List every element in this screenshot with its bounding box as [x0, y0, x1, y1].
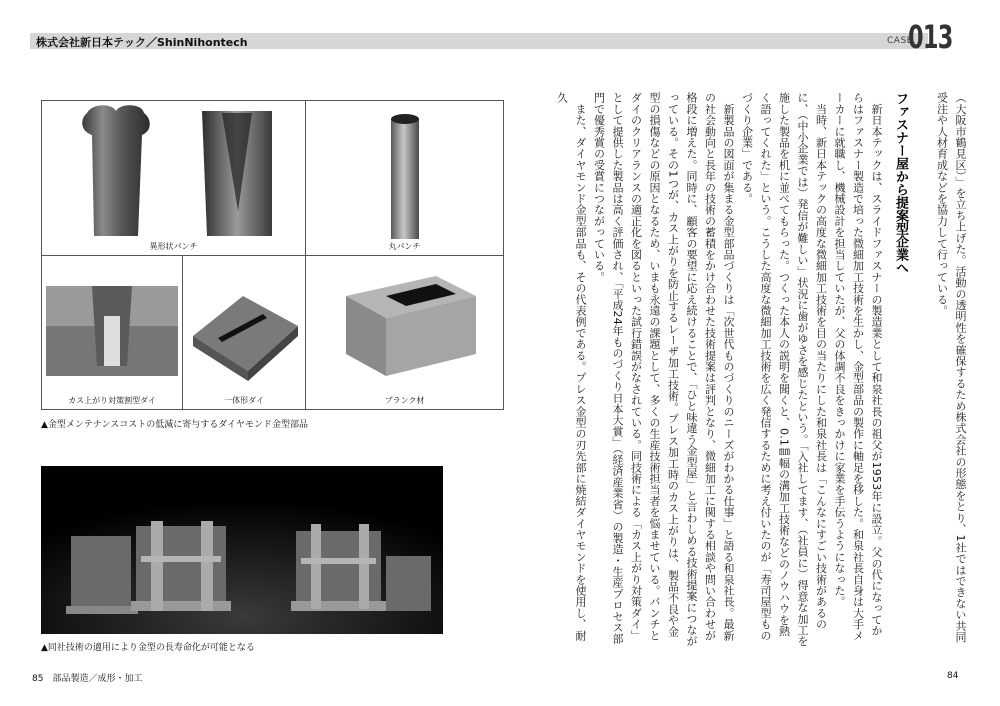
round-punch-image: [306, 101, 503, 241]
mold-photo-caption: ▲同社技術の適用により金型の長寿命化が可能となる: [41, 643, 255, 653]
page-number-right: 84: [947, 671, 959, 681]
photo-grid: [41, 100, 504, 410]
case-number: 013: [908, 18, 953, 56]
article-body: 新日本テックは、スライドファスナーの製造業として和泉社長の祖父が1953年に設立。父の代になってからはファスナー製造で培った微細加工技術を生かし、金型部品の製作に軸足を移した。和泉社長自身は大手メーカーに就職し、機械設計を担当していたが、父の体調不良をきっかけに家業を手伝うようになった。 当時、新日本テックの高度な微細加工技術を目の当たりにした和泉社長は「こんなにすごい技術があるのに、（中小企業では）発信が難しい」状況に歯がゆさを感じたという。「入社してます、（社員に）得意な加工を施した製品を机に並べてもらった。つくった本人の説明を聞くと、0.1㎜幅の溝加工技術などのノウハウを熱く語ってくれた」という。こうした高度な微細加工技術を広く発信するために考え付いたのが「寿司屋型ものづくり企業」である。 新製品の図面が集まる金型部品づくりは「次世代ものづくりのニーズがわかる仕事」と語る和泉社長。最新の社会動向と長年の技術の蓄積をかけ合わせた技術提案は評判となり、微細加工に関する相談や問い合わせが格段に増えた。同時に、顧客の要望に応え続けることで、「ひと味違う金型屋」と言わしめる技術提案につながっている。その1つが、カス上がりを防止するレーザ加工技術。プレス加工時のカス上がりは、製品不良や金型の損傷などの原因となるため、いまも永遠の課題として、多くの生産技術担当者を悩ませている。パンチとダイのクリアランスの適正化を図るといった試行錯誤がなされている。同技術による「カス上がり対策ダイ」として提供した製品は高く評価され、「平成24年ものづくり日本大賞」（経済産業省）の製造・生産プロセス部門で優秀賞の受賞につながっている。 また、ダイヤモンド金型部品も、その代表例である。プレス金型の刃先部に焼結ダイヤモンドを使用し、耐久: [555, 92, 883, 647]
photo-cell-blank-material: [305, 255, 504, 410]
caption-round-punch: 丸パンチ: [388, 242, 421, 251]
photo-cell-round-punch: [305, 100, 504, 256]
integral-die-image: [183, 256, 305, 391]
caption-blank-material: ブランク材: [384, 396, 425, 405]
photo-grid-caption: ▲金型メンテナンスコストの低減に寄与するダイヤモンド金型部品: [41, 420, 309, 430]
caption-integral-die: 一体形ダイ: [224, 396, 264, 405]
slug-die-image: [42, 256, 182, 391]
company-name: 株式会社新日本テック／ShinNihontech: [36, 36, 248, 49]
photo-cell-irregular-punch: [41, 100, 306, 256]
case-label: CASE.: [887, 36, 917, 46]
section-heading: ファスナー屋から提案型企業へ: [893, 92, 908, 274]
caption-irregular-punch: 異形状パンチ: [149, 242, 198, 251]
mold-photo: [41, 466, 443, 634]
article-intro: （大阪市鶴見区）」を立ち上げた。活動の透明性を確保するため株式会社の形態をとり、1社ではできない共同受注や人材育成などを協力して行っている。: [935, 92, 967, 643]
page-footer-left: 85 部品製造／成形・加工: [32, 674, 143, 684]
blank-material-image: [306, 256, 503, 391]
caption-slug-die: カス上がり対策割型ダイ: [68, 396, 156, 405]
irregular-punch-image: [42, 101, 305, 241]
photo-cell-integral-die: [182, 255, 306, 410]
photo-cell-slug-die: [41, 255, 183, 410]
mold-assembly-image: [41, 466, 443, 634]
